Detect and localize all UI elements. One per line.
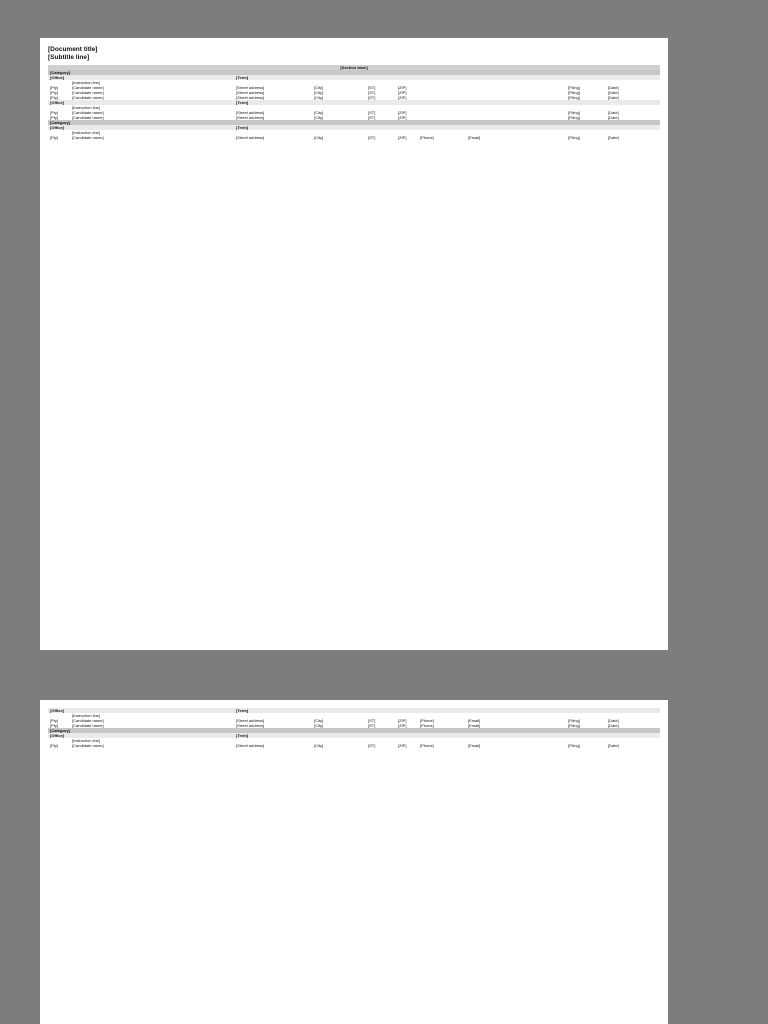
- cell-state: [ST]: [368, 743, 376, 748]
- cell-label: [Category]: [50, 120, 71, 125]
- cell-fee: [Filing]: [568, 110, 580, 115]
- cell-date: [Date]: [608, 115, 619, 120]
- cell-phone: [Phone]: [420, 135, 434, 140]
- cell-name: [Candidate name]: [72, 90, 104, 95]
- cell-label: [Instruction line]: [72, 80, 101, 85]
- cell-party: [Pty]: [50, 95, 59, 100]
- cell-date: [Date]: [608, 135, 619, 140]
- cell-term: [Term]: [236, 75, 249, 80]
- cell-phone: [Phone]: [420, 743, 434, 748]
- cell-fee: [Filing]: [568, 723, 580, 728]
- cell-party: [Pty]: [50, 743, 59, 748]
- cell-zip: [ZIP]: [398, 110, 407, 115]
- cell-addr: [Street address]: [236, 85, 265, 90]
- cell-addr: [Street address]: [236, 115, 265, 120]
- cell-phone: [Phone]: [420, 718, 434, 723]
- cell-state: [ST]: [368, 723, 376, 728]
- document-page-2: [40, 700, 668, 1024]
- cell-date: [Date]: [608, 95, 619, 100]
- cell-addr: [Street address]: [236, 718, 265, 723]
- cell-date: [Date]: [608, 743, 619, 748]
- cell-city: [City]: [314, 135, 324, 140]
- cell-label: [Instruction line]: [72, 713, 101, 718]
- cell-fee: [Filing]: [568, 85, 580, 90]
- cell-state: [ST]: [368, 718, 376, 723]
- candidate-row: [48, 135, 660, 140]
- cell-date: [Date]: [608, 110, 619, 115]
- cell-addr: [Street address]: [236, 110, 265, 115]
- cell-date: [Date]: [608, 723, 619, 728]
- cell-name: [Candidate name]: [72, 743, 104, 748]
- document-page-1: [40, 38, 668, 650]
- cell-zip: [ZIP]: [398, 135, 407, 140]
- cell-zip: [ZIP]: [398, 718, 407, 723]
- candidate-table-page-1: [48, 70, 660, 140]
- cell-party: [Pty]: [50, 85, 59, 90]
- cell-name: [Candidate name]: [72, 115, 104, 120]
- cell-date: [Date]: [608, 90, 619, 95]
- cell-term: [Term]: [236, 708, 249, 713]
- cell-party: [Pty]: [50, 110, 59, 115]
- cell-city: [City]: [314, 85, 324, 90]
- cell-state: [ST]: [368, 135, 376, 140]
- cell-name: [Candidate name]: [72, 135, 104, 140]
- cell-name: [Candidate name]: [72, 95, 104, 100]
- cell-label: [Category]: [50, 728, 71, 733]
- cell-name: [Candidate name]: [72, 718, 104, 723]
- cell-label: [Office]: [50, 125, 64, 130]
- cell-city: [City]: [314, 95, 324, 100]
- cell-addr: [Street address]: [236, 135, 265, 140]
- cell-zip: [ZIP]: [398, 743, 407, 748]
- cell-label: [Instruction line]: [72, 105, 101, 110]
- cell-name: [Candidate name]: [72, 110, 104, 115]
- cell-city: [City]: [314, 110, 324, 115]
- cell-zip: [ZIP]: [398, 85, 407, 90]
- document-subtitle: [Subtitle line]: [48, 54, 90, 61]
- cell-party: [Pty]: [50, 90, 59, 95]
- cell-email: [Email]: [468, 718, 481, 723]
- cell-state: [ST]: [368, 110, 376, 115]
- candidate-row: [48, 743, 660, 748]
- cell-fee: [Filing]: [568, 718, 580, 723]
- cell-party: [Pty]: [50, 718, 59, 723]
- cell-label: [Office]: [50, 733, 64, 738]
- cell-city: [City]: [314, 90, 324, 95]
- section-label: [Section label]: [48, 65, 660, 70]
- document-title: [Document title]: [48, 46, 98, 53]
- cell-term: [Term]: [236, 100, 249, 105]
- cell-label: [Instruction line]: [72, 130, 101, 135]
- cell-fee: [Filing]: [568, 95, 580, 100]
- cell-label: [Office]: [50, 708, 64, 713]
- cell-phone: [Phone]: [420, 723, 434, 728]
- candidate-table-page-2: [48, 708, 660, 748]
- cell-city: [City]: [314, 115, 324, 120]
- cell-city: [City]: [314, 723, 324, 728]
- cell-fee: [Filing]: [568, 115, 580, 120]
- cell-email: [Email]: [468, 723, 481, 728]
- cell-label: [Category]: [50, 70, 71, 75]
- cell-zip: [ZIP]: [398, 95, 407, 100]
- cell-party: [Pty]: [50, 135, 59, 140]
- cell-label: [Office]: [50, 100, 64, 105]
- cell-label: [Office]: [50, 75, 64, 80]
- cell-zip: [ZIP]: [398, 723, 407, 728]
- cell-city: [City]: [314, 718, 324, 723]
- cell-name: [Candidate name]: [72, 85, 104, 90]
- cell-name: [Candidate name]: [72, 723, 104, 728]
- cell-email: [Email]: [468, 743, 481, 748]
- cell-label: [Instruction line]: [72, 738, 101, 743]
- cell-fee: [Filing]: [568, 90, 580, 95]
- cell-date: [Date]: [608, 85, 619, 90]
- cell-fee: [Filing]: [568, 135, 580, 140]
- cell-term: [Term]: [236, 125, 249, 130]
- cell-addr: [Street address]: [236, 743, 265, 748]
- cell-party: [Pty]: [50, 723, 59, 728]
- cell-state: [ST]: [368, 115, 376, 120]
- cell-addr: [Street address]: [236, 90, 265, 95]
- cell-fee: [Filing]: [568, 743, 580, 748]
- cell-state: [ST]: [368, 90, 376, 95]
- cell-party: [Pty]: [50, 115, 59, 120]
- cell-term: [Term]: [236, 733, 249, 738]
- cell-date: [Date]: [608, 718, 619, 723]
- cell-city: [City]: [314, 743, 324, 748]
- cell-zip: [ZIP]: [398, 90, 407, 95]
- cell-email: [Email]: [468, 135, 481, 140]
- cell-zip: [ZIP]: [398, 115, 407, 120]
- cell-addr: [Street address]: [236, 95, 265, 100]
- cell-state: [ST]: [368, 95, 376, 100]
- cell-addr: [Street address]: [236, 723, 265, 728]
- cell-state: [ST]: [368, 85, 376, 90]
